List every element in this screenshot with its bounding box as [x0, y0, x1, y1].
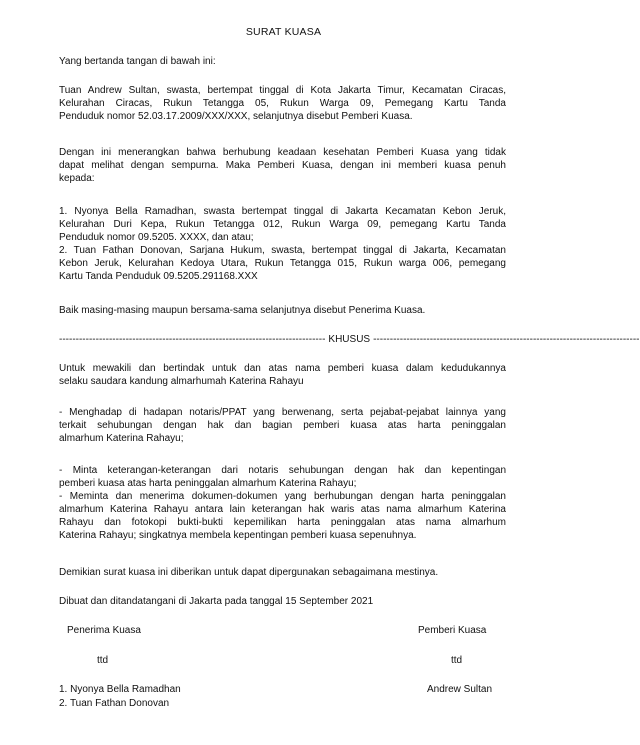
- grantor-name: Andrew Sultan: [427, 684, 493, 695]
- together-paragraph: Baik masing-masing maupun bersama-sama selanjutnya disebut Penerima Kuasa.: [59, 305, 426, 316]
- paragraph-line: Katerina Rahayu; singkatnya membela kepentingan pemberi kuasa sepenuhnya.: [59, 530, 417, 541]
- grantor-ttd: ttd: [451, 655, 463, 666]
- task-paragraph-2: [59, 464, 506, 542]
- paragraph-line: Kelurahan Ciracas, Rukun Tetangga 05, Rukun Warga 09, Pemegang Kartu Tanda: [59, 98, 506, 109]
- paragraph-line: 1. Nyonya Bella Ramadhan, swasta bertempat tinggal di Jakarta Kecamatan Kebon Jeruk,: [59, 206, 506, 217]
- paragraph-line: almarhum Katerina Rahayu;: [59, 433, 184, 444]
- statement-paragraph: [59, 146, 506, 185]
- paragraph-line: Kartu Tanda Penduduk 09.5205.291168.XXX: [59, 271, 258, 282]
- paragraph-line: Rahayu dan fotokopi bukti-bukti kepemilikan harta peninggalan atas nama almarhum: [59, 517, 506, 528]
- paragraph-line: Kebon Jeruk, Kelurahan Kedoya Utara, Rukun Tetangga 015, Rukun warga 006, pemegang: [59, 258, 506, 269]
- paragraph-line: almarhum Katerina Rahayu antara lain keterangan hak waris atas nama almarhum Katerina: [59, 504, 506, 515]
- paragraph-line: pemberi kuasa atas harta peninggalan almarhum Katerina Rahayu;: [59, 478, 357, 489]
- paragraph-line: selaku saudara kandung almarhumah Katerina Rahayu: [59, 376, 304, 387]
- grantee-ttd: ttd: [97, 655, 109, 666]
- paragraph-line: kepada:: [59, 173, 95, 184]
- paragraph-line: dapat melihat dengan sempurna. Maka Pemberi Kuasa, dengan ini memberi kuasa penuh: [59, 160, 506, 171]
- signed-paragraph: Dibuat dan ditandatangani di Jakarta pada tanggal 15 September 2021: [59, 596, 374, 607]
- paragraph-line: Tuan Andrew Sultan, swasta, bertempat tinggal di Kota Jakarta Timur, Kecamatan Ciracas,: [59, 85, 506, 96]
- paragraph-line: - Minta keterangan-keterangan dari notaris sehubungan dengan hak dan kepentingan: [59, 465, 506, 476]
- paragraph-line: Penduduk nomor 09.5205. XXXX, dan atau;: [59, 232, 254, 243]
- paragraph-line: Penduduk nomor 52.03.17.2009/XXX/XXX, selanjutnya disebut Pemberi Kuasa.: [59, 111, 413, 122]
- paragraph-line: - Menghadap di hadapan notaris/PPAT yang berwenang, serta pejabat-pejabat lainnya yang: [59, 407, 506, 418]
- paragraph-line: Dengan ini menerangkan bahwa berhubung keadaan kesehatan Pemberi Kuasa yang tidak: [59, 147, 506, 158]
- paragraph-line: Kelurahan Duri Kepa, Rukun Tetangga 012, Rukun Warga 09, pemegang Kartu Tanda: [59, 219, 506, 230]
- separator-dashes-right: --------------------------------------------------------------------------------: [373, 334, 640, 345]
- intro-text: Yang bertanda tangan di bawah ini:: [59, 56, 216, 67]
- khusus-separator: [59, 333, 640, 346]
- separator-label: KHUSUS: [328, 334, 371, 345]
- grantor-signature-heading: Pemberi Kuasa: [418, 625, 487, 636]
- grantee-signature-heading: Penerima Kuasa: [67, 625, 141, 636]
- paragraph-line: Untuk mewakili dan bertindak untuk dan atas nama pemberi kuasa dalam kedudukannya: [59, 363, 506, 374]
- paragraph-line: - Meminta dan menerima dokumen-dokumen yang berhubungan dengan harta peninggalan: [59, 491, 506, 502]
- paragraph-line: terkait sehubungan dengan hak dan bagian pemberi kuasa atas harta peninggalan: [59, 420, 506, 431]
- task-paragraph-1: [59, 406, 506, 445]
- grantee-name-1: 1. Nyonya Bella Ramadhan: [59, 684, 181, 695]
- document-title: SURAT KUASA: [245, 26, 322, 38]
- paragraph-line: 2. Tuan Fathan Donovan, Sarjana Hukum, swasta, bertempat tinggal di Jakarta, Kecamatan: [59, 245, 506, 256]
- grantee-paragraph: [59, 205, 506, 283]
- closing-paragraph: Demikian surat kuasa ini diberikan untuk dapat dipergunakan sebagaimana mestinya.: [59, 567, 439, 578]
- grantee-name-2: 2. Tuan Fathan Donovan: [59, 698, 170, 709]
- separator-dashes-left: --------------------------------------------------------------------------------: [59, 334, 326, 345]
- grantor-paragraph: [59, 84, 506, 123]
- purpose-paragraph: [59, 362, 506, 388]
